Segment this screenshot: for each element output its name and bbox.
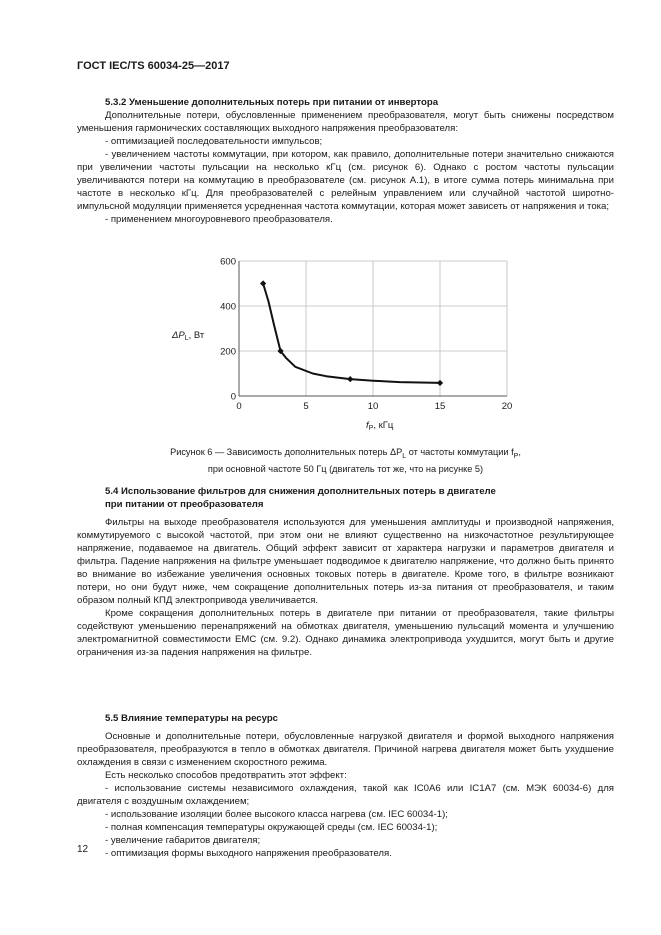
list-item: - полная компенсация температуры окружающей среды (см. IEC 60034-1);: [105, 822, 438, 833]
section-heading: 5.4 Использование фильтров для снижения дополнительных потерь в двигателе: [105, 486, 496, 497]
list-item: - использование изоляции более высокого класса нагрева (см. IEC 60034-1);: [105, 809, 448, 820]
caption-line-1: Рисунок 6 — Зависимость дополнительных потерь $\Delta P_L$ от частоты коммутации $f_P$,: [170, 447, 521, 460]
x-axis-label: $f_P$, кГц: [366, 420, 394, 432]
section-heading: 5.3.2 Уменьшение дополнительных потерь при питании от инвертора: [105, 97, 439, 108]
list-item: - использование системы независимого охлаждения, такой как IC0A6 или IC1A7 (см. МЭК 60034-6) для двигателя с воздушным охлаждением;: [77, 783, 614, 807]
caption-line-2: при основной частоте 50 Гц (двигатель тот же, что на рисунке 5): [207, 464, 484, 475]
y-tick-label: 0: [230, 391, 236, 403]
document-header: ГОСТ IEC/TS 60034-25—2017: [77, 60, 230, 72]
paragraph: Кроме сокращения дополнительных потерь в двигателе при питании от преобразователя, такие фильтры содействуют уменьшению перенапряжений на обмотках двигателя, уменьшению пульсаций момента и улучшению электромагнитной совместимости ЕМС (см. 9.2). Однако динамика электропривода ухудшится, могут быть и другие ограничения из-за падения напряжения на фильтре.: [77, 608, 614, 658]
data-point-marker: [260, 280, 266, 286]
paragraph: Дополнительные потери, обусловленные применением преобразователя, могут быть снижены посредством уменьшения гармонических составляющих выходного напряжения преобразователя:: [77, 110, 614, 134]
x-tick-label: 5: [303, 401, 309, 412]
paragraph: Есть несколько способов предотвратить этот эффект:: [105, 770, 347, 781]
data-point-marker: [347, 376, 353, 382]
list-item: - применением многоуровневого преобразователя.: [105, 214, 333, 225]
y-axis-label: $\Delta P_L$, Вт: [172, 330, 205, 342]
section-5-5: [77, 712, 614, 860]
y-tick-label: 600: [220, 256, 236, 268]
paragraph: Фильтры на выходе преобразователя используются для уменьшения амплитуды и производной напряжения, коммутируемого с высокой частотой, при этом они не влияют существенно на низкочастотное результирующее напряжение, подаваемое на двигатель. Общий эффект зависит от характера нагрузки и параметров двигателя и фильтра. Падение напряжения на фильтре уменьшает подводимое к двигателю напряжение, что должно быть принято во внимание во избежание увеличения основных токовых потерь в двигателе. Кроме того, в фильтре возникают потери, но они будут ниже, чем сокращение дополнительных потерь из-за питания от преобразователя, и таким образом полный КПД электропривода увеличивается.: [77, 517, 614, 606]
list-item: - увеличение габаритов двигателя;: [105, 835, 261, 846]
section-5-4: [77, 485, 614, 659]
y-tick-label: 200: [220, 346, 236, 358]
loss-curve: [263, 284, 440, 383]
x-tick-label: 10: [367, 401, 379, 412]
figure-caption: [77, 446, 614, 476]
x-tick-label: 0: [236, 401, 242, 412]
chart-figure-6: [170, 252, 540, 432]
list-item: - оптимизацией последовательности импульсов;: [105, 136, 323, 147]
paragraph: Основные и дополнительные потери, обусловленные нагрузкой двигателя и формой выходного напряжения преобразователя, преобразуются в тепло в обмотках двигателя. Причиной нагрева двигателя может быть ухудшение охлаждения в связи с изменением скоростного режима.: [77, 731, 614, 768]
section-heading-cont: при питании от преобразователя: [105, 499, 264, 510]
section-5-3-2: [77, 96, 614, 226]
page-number: 12: [77, 844, 89, 855]
y-tick-label: 400: [220, 301, 236, 313]
x-tick-label: 15: [434, 401, 446, 412]
list-item: - оптимизация формы выходного напряжения преобразователя.: [105, 848, 392, 859]
data-point-marker: [437, 380, 443, 386]
x-tick-label: 20: [501, 401, 513, 412]
section-heading: 5.5 Влияние температуры на ресурс: [105, 713, 279, 724]
list-item: - увеличением частоты коммутации, при котором, как правило, дополнительные потери значительно снижаются при увеличении частоты пульсации на несколько кГц (см. рисунок 6). Однако с ростом частоты пульсации увеличиваются потери на коммутацию в преобразователе (см. рисунок А.1), в итоге сумма потерь минимальна при частоте в несколько кГц. Для преобразователей с релейным управлением или случайной частотой широтно-импульсной модуляции применяется усредненная частота коммутации, которая может зависеть от напряжения и тока;: [77, 149, 614, 212]
